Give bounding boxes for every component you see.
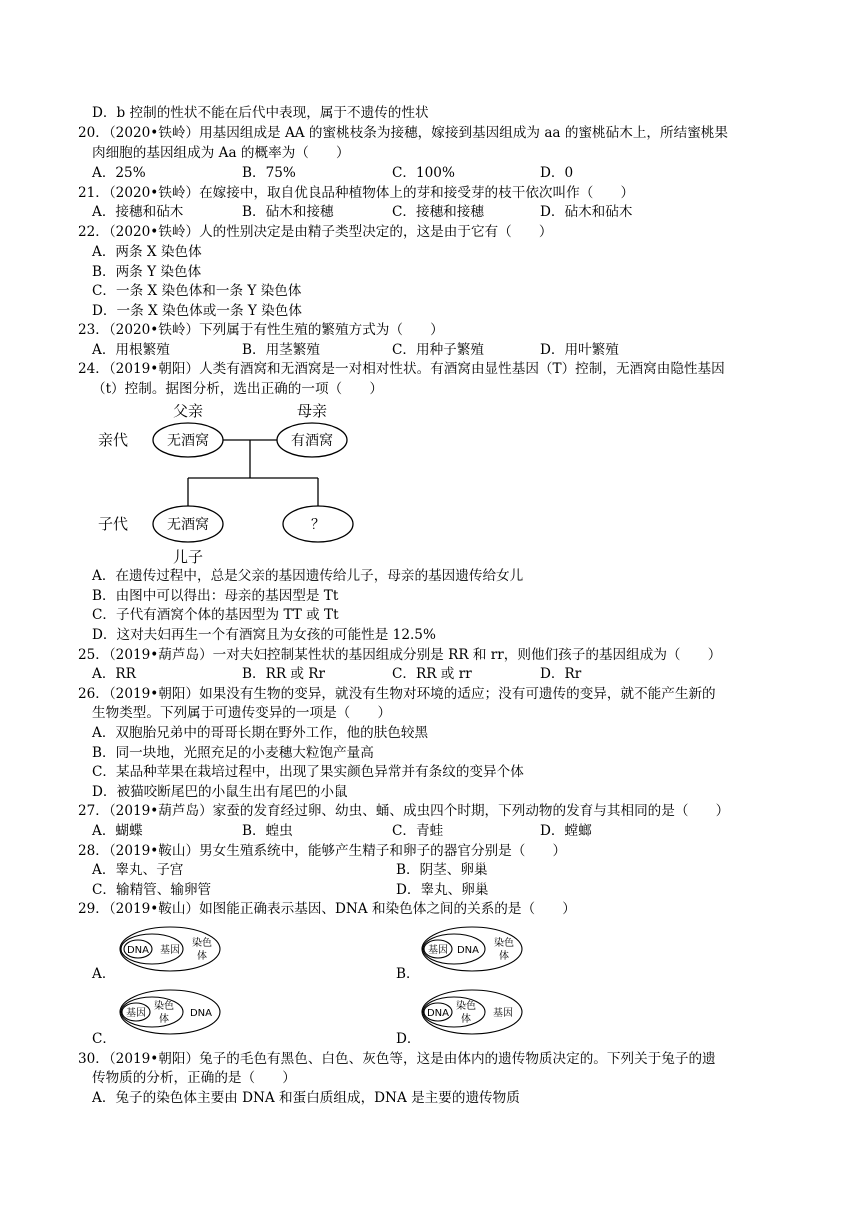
question-30-text: 30．（2019•朝阳）兔子的毛色有黑色、白色、灰色等，这是由体内的遗传物质决定的。下列关于兔子的遗 xyxy=(78,1051,716,1067)
question-24-text: 24．（2019•朝阳）人类有酒窝和无酒窝是一对相对性状。有酒窝由显性基因（T）控制，无酒窝由隐性基因 xyxy=(78,361,725,377)
question-22-text: 22．（2020•铁岭）人的性别决定是由精子类型决定的，这是由于它有（ ） xyxy=(78,224,553,240)
q22-option-a[interactable]: A．两条 X 染色体 xyxy=(92,244,202,260)
mother-trait: 有酒窝 xyxy=(291,433,333,449)
svg-text:DNA: DNA xyxy=(126,945,150,956)
q28-option-d[interactable]: D．睾丸、卵巢 xyxy=(396,882,489,898)
svg-text:体: 体 xyxy=(159,1014,169,1025)
svg-text:DNA: DNA xyxy=(189,1008,213,1019)
q26-option-c[interactable]: C．某品种苹果在栽培过程中，出现了果实颜色异常并有条纹的变异个体 xyxy=(92,764,524,780)
q23-option-b[interactable]: B．用茎繁殖 xyxy=(242,342,320,358)
q30-option-a[interactable]: A．兔子的染色体主要由 DNA 和蛋白质组成，DNA 是主要的遗传物质 xyxy=(92,1090,520,1106)
q27-option-d[interactable]: D．螳螂 xyxy=(540,823,592,839)
mother-label: 母亲 xyxy=(296,402,328,420)
q28-option-a[interactable]: A．睾丸、子宫 xyxy=(92,862,184,878)
father-label: 父亲 xyxy=(172,402,204,420)
svg-text:体: 体 xyxy=(499,951,509,962)
q25-option-d[interactable]: D．Rr xyxy=(540,666,582,682)
question-24-text-cont: （t）控制。据图分析，选出正确的一项（ ） xyxy=(92,381,383,397)
q26-option-d[interactable]: D．被猫咬断尾巴的小鼠生出有尾巴的小鼠 xyxy=(92,784,348,800)
svg-text:DNA: DNA xyxy=(426,1008,450,1019)
svg-text:体: 体 xyxy=(197,951,207,962)
svg-text:染色: 染色 xyxy=(192,938,212,949)
child-generation-label: 子代 xyxy=(98,515,129,533)
question-20-text: 20．（2020•铁岭）用基因组成是 AA 的蜜桃枝条为接穗，嫁接到基因组成为 aa 的蜜桃砧木上，所结蜜桃果 xyxy=(78,125,728,141)
q25-option-a[interactable]: A．RR xyxy=(92,666,136,682)
q21-option-a[interactable]: A．接穗和砧木 xyxy=(92,204,184,220)
svg-text:染色: 染色 xyxy=(154,1001,174,1012)
q27-option-a[interactable]: A．蝴蝶 xyxy=(92,823,143,839)
question-26-text-cont: 生物类型。下列属于可遗传变异的一项是（ ） xyxy=(92,705,392,721)
svg-text:体: 体 xyxy=(461,1014,471,1025)
son-label: 儿子 xyxy=(172,548,204,566)
q21-option-b[interactable]: B．砧木和接穗 xyxy=(242,204,334,220)
q20-option-b[interactable]: B．75% xyxy=(242,165,296,181)
q29-option-b[interactable]: B． xyxy=(396,966,420,982)
q24-option-a[interactable]: A．在遗传过程中，总是父亲的基因遗传给儿子，母亲的基因遗传给女儿 xyxy=(92,568,524,584)
pedigree-diagram xyxy=(90,398,370,570)
q27-option-c[interactable]: C．青蛙 xyxy=(392,823,444,839)
son-trait: 无酒窝 xyxy=(167,517,209,533)
parent-generation-label: 亲代 xyxy=(98,431,129,449)
question-26-text: 26．（2019•朝阳）如果没有生物的变异，就没有生物对环境的适应；没有可遗传的变异，就不能产生新的 xyxy=(78,686,716,702)
q29-venn-d[interactable] xyxy=(420,987,528,1039)
q28-option-c[interactable]: C．输精管、输卵管 xyxy=(92,882,212,898)
svg-text:染色: 染色 xyxy=(494,938,514,949)
svg-text:染色: 染色 xyxy=(456,1001,476,1012)
question-25-text: 25．（2019•葫芦岛）一对夫妇控制某性状的基因组成分别是 RR 和 rr，则他们孩子的基因组成为（ ） xyxy=(78,647,722,663)
q20-option-d[interactable]: D．0 xyxy=(540,165,574,181)
q22-option-d[interactable]: D．一条 X 染色体或一条 Y 染色体 xyxy=(92,303,302,319)
q29-venn-c[interactable] xyxy=(118,987,226,1039)
q24-option-b[interactable]: B．由图中可以得出：母亲的基因型是 Tt xyxy=(92,588,339,604)
question-29-text: 29．（2019•鞍山）如图能正确表示基因、DNA 和染色体之间的关系的是（ ） xyxy=(78,901,576,917)
q21-option-c[interactable]: C．接穗和接穗 xyxy=(392,204,484,220)
father-trait: 无酒窝 xyxy=(167,433,209,449)
svg-text:基因: 基因 xyxy=(160,945,180,956)
svg-text:基因: 基因 xyxy=(126,1008,146,1019)
q24-option-d[interactable]: D．这对夫妇再生一个有酒窝且为女孩的可能性是 12.5% xyxy=(92,627,436,643)
q22-option-c[interactable]: C．一条 X 染色体和一条 Y 染色体 xyxy=(92,283,302,299)
q20-option-a[interactable]: A．25% xyxy=(92,165,146,181)
question-30-text-cont: 传物质的分析，正确的是（ ） xyxy=(92,1070,296,1086)
question-23-text: 23．（2020•铁岭）下列属于有性生殖的繁殖方式为（ ） xyxy=(78,322,444,338)
svg-text:DNA: DNA xyxy=(456,945,480,956)
svg-text:基因: 基因 xyxy=(428,945,448,956)
q28-option-b[interactable]: B．阴茎、卵巢 xyxy=(396,862,488,878)
q29-option-c[interactable]: C． xyxy=(92,1031,116,1047)
q23-option-d[interactable]: D．用叶繁殖 xyxy=(540,342,619,358)
question-28-text: 28．（2019•鞍山）男女生殖系统中，能够产生精子和卵子的器官分别是（ ） xyxy=(78,843,567,859)
q24-option-c[interactable]: C．子代有酒窝个体的基因型为 TT 或 Tt xyxy=(92,607,339,623)
svg-text:基因: 基因 xyxy=(493,1008,513,1019)
q26-option-b[interactable]: B．同一块地，光照充足的小麦穗大粒饱产量高 xyxy=(92,745,374,761)
q23-option-c[interactable]: C．用种子繁殖 xyxy=(392,342,484,358)
q26-option-a[interactable]: A．双胞胎兄弟中的哥哥长期在野外工作，他的肤色较黑 xyxy=(92,725,429,741)
question-21-text: 21．（2020•铁岭）在嫁接中，取自优良品种植物体上的芽和接受芽的枝干依次叫作（ ） xyxy=(78,185,635,201)
q22-option-b[interactable]: B．两条 Y 染色体 xyxy=(92,264,202,280)
unknown-child-mark: ？ xyxy=(311,517,325,533)
q29-option-a[interactable]: A． xyxy=(92,966,116,982)
q25-option-c[interactable]: C．RR 或 rr xyxy=(392,666,472,682)
q29-venn-a[interactable] xyxy=(118,924,226,976)
q20-option-c[interactable]: C．100% xyxy=(392,165,455,181)
q29-option-d[interactable]: D． xyxy=(396,1031,421,1047)
q29-venn-b[interactable] xyxy=(420,924,528,976)
question-20-text-cont: 肉细胞的基因组成为 Aa 的概率为（ ） xyxy=(92,145,350,161)
q27-option-b[interactable]: B．蝗虫 xyxy=(242,823,293,839)
question-27-text: 27．（2019•葫芦岛）家蚕的发育经过卵、幼虫、蛹、成虫四个时期，下列动物的发育与其相同的是（ ） xyxy=(78,803,730,819)
q25-option-b[interactable]: B．RR 或 Rr xyxy=(242,666,326,682)
q19-option-d: D．b 控制的性状不能在后代中表现，属于不遗传的性状 xyxy=(92,105,429,121)
q23-option-a[interactable]: A．用根繁殖 xyxy=(92,342,170,358)
q21-option-d[interactable]: D．砧木和砧木 xyxy=(540,204,633,220)
